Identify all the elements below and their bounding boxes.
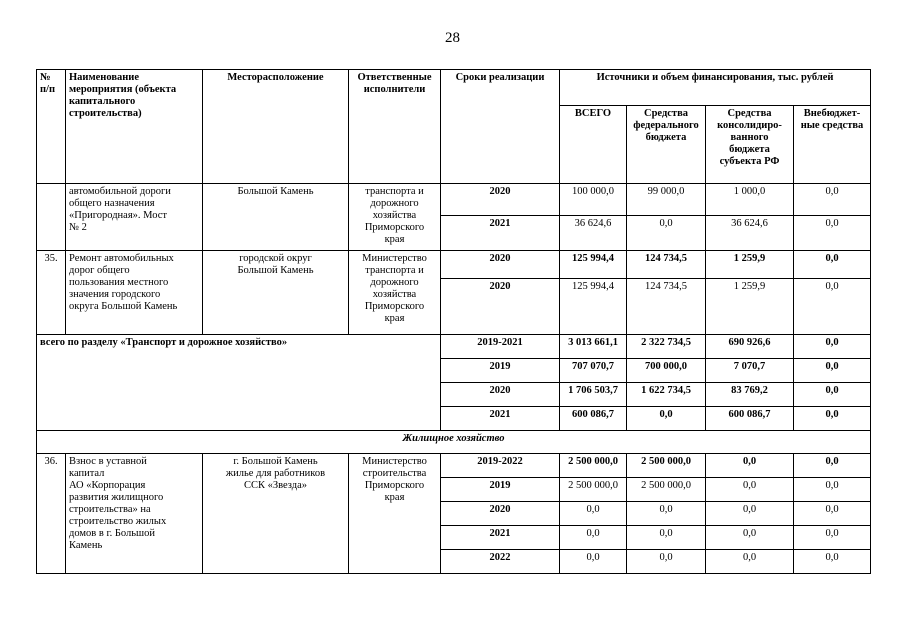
row-total: 2 500 000,0 — [560, 454, 627, 478]
row-year: 2020 — [441, 251, 560, 279]
table-row — [37, 335, 871, 359]
row-regional: 1 259,9 — [706, 279, 794, 335]
row-total: 100 000,0 — [560, 184, 627, 216]
row-total: 0,0 — [560, 502, 627, 526]
row-extra: 0,0 — [794, 184, 871, 216]
row-extra: 0,0 — [794, 279, 871, 335]
row-federal: 0,0 — [627, 216, 706, 251]
row-federal: 2 500 000,0 — [627, 478, 706, 502]
item-name: автомобильной дороги общего назначения «Пригородная». Мост № 2 — [66, 184, 203, 251]
header-period: Сроки реализации — [441, 70, 560, 184]
row-extra: 0,0 — [794, 526, 871, 550]
header-no: № п/п — [37, 70, 66, 184]
row-year: 2020 — [441, 383, 560, 407]
row-extra: 0,0 — [794, 335, 871, 359]
header-name: Наименование мероприятия (объекта капитального строительства) — [66, 70, 203, 184]
table-row — [37, 454, 871, 478]
row-regional: 0,0 — [706, 526, 794, 550]
item-location: г. Большой Камень жилье для работников ССК «Звезда» — [203, 454, 349, 574]
row-extra: 0,0 — [794, 550, 871, 574]
header-regional: Средства консолидиро- ванного бюджета субъекта РФ — [706, 106, 794, 184]
row-total: 1 706 503,7 — [560, 383, 627, 407]
row-regional: 1 259,9 — [706, 251, 794, 279]
table-row — [37, 431, 871, 454]
row-regional: 600 086,7 — [706, 407, 794, 431]
row-extra: 0,0 — [794, 383, 871, 407]
row-total: 36 624,6 — [560, 216, 627, 251]
row-federal: 2 500 000,0 — [627, 454, 706, 478]
row-total: 600 086,7 — [560, 407, 627, 431]
page-number: 28 — [445, 30, 460, 46]
row-year: 2019-2021 — [441, 335, 560, 359]
item-no: 36. — [37, 454, 66, 574]
row-regional: 0,0 — [706, 502, 794, 526]
row-total: 707 070,7 — [560, 359, 627, 383]
row-extra: 0,0 — [794, 502, 871, 526]
row-total: 2 500 000,0 — [560, 478, 627, 502]
item-name: Ремонт автомобильных дорог общего пользования местного значения городского округа Большой Камень — [66, 251, 203, 335]
item-name: Взнос в уставной капитал АО «Корпорация развития жилищного строительства» на строительство жилых домов в г. Большой Камень — [66, 454, 203, 574]
row-total: 125 994,4 — [560, 279, 627, 335]
row-federal: 0,0 — [627, 407, 706, 431]
row-extra: 0,0 — [794, 216, 871, 251]
financing-table — [36, 69, 871, 574]
header-sources: Источники и объем финансирования, тыс. рублей — [560, 70, 871, 106]
row-year: 2022 — [441, 550, 560, 574]
row-federal: 124 734,5 — [627, 279, 706, 335]
row-federal: 0,0 — [627, 502, 706, 526]
item-no: 35. — [37, 251, 66, 335]
row-regional: 83 769,2 — [706, 383, 794, 407]
row-year: 2020 — [441, 502, 560, 526]
row-regional: 7 070,7 — [706, 359, 794, 383]
row-federal: 0,0 — [627, 550, 706, 574]
row-year: 2021 — [441, 526, 560, 550]
row-year: 2019 — [441, 478, 560, 502]
row-regional: 0,0 — [706, 550, 794, 574]
row-regional: 1 000,0 — [706, 184, 794, 216]
header-federal: Средства федерального бюджета — [627, 106, 706, 184]
row-federal: 1 622 734,5 — [627, 383, 706, 407]
header-location: Месторасположение — [203, 70, 349, 184]
row-extra: 0,0 — [794, 251, 871, 279]
row-year: 2019-2022 — [441, 454, 560, 478]
row-extra: 0,0 — [794, 478, 871, 502]
section-heading: Жилищное хозяйство — [37, 431, 871, 454]
row-extra: 0,0 — [794, 359, 871, 383]
row-regional: 690 926,6 — [706, 335, 794, 359]
table-row — [37, 184, 871, 216]
row-year: 2020 — [441, 279, 560, 335]
row-total: 0,0 — [560, 550, 627, 574]
row-federal: 700 000,0 — [627, 359, 706, 383]
header-extra: Внебюджет- ные средства — [794, 106, 871, 184]
row-extra: 0,0 — [794, 407, 871, 431]
row-year: 2019 — [441, 359, 560, 383]
header-total: ВСЕГО — [560, 106, 627, 184]
row-federal: 2 322 734,5 — [627, 335, 706, 359]
item-no — [37, 184, 66, 251]
item-location: городской округ Большой Камень — [203, 251, 349, 335]
row-total: 3 013 661,1 — [560, 335, 627, 359]
section-total-label: всего по разделу «Транспорт и дорожное хозяйство» — [37, 335, 441, 431]
row-year: 2021 — [441, 216, 560, 251]
header-responsible: Ответственные исполнители — [349, 70, 441, 184]
item-responsible: Министерство транспорта и дорожного хозяйства Приморского края — [349, 251, 441, 335]
row-total: 0,0 — [560, 526, 627, 550]
table-row — [37, 251, 871, 279]
item-location: Большой Камень — [203, 184, 349, 251]
row-year: 2020 — [441, 184, 560, 216]
row-extra: 0,0 — [794, 454, 871, 478]
row-federal: 0,0 — [627, 526, 706, 550]
row-total: 125 994,4 — [560, 251, 627, 279]
item-responsible: транспорта и дорожного хозяйства Приморского края — [349, 184, 441, 251]
row-federal: 99 000,0 — [627, 184, 706, 216]
row-regional: 36 624,6 — [706, 216, 794, 251]
item-responsible: Министерство строительства Приморского края — [349, 454, 441, 574]
row-regional: 0,0 — [706, 454, 794, 478]
row-regional: 0,0 — [706, 478, 794, 502]
row-federal: 124 734,5 — [627, 251, 706, 279]
row-year: 2021 — [441, 407, 560, 431]
